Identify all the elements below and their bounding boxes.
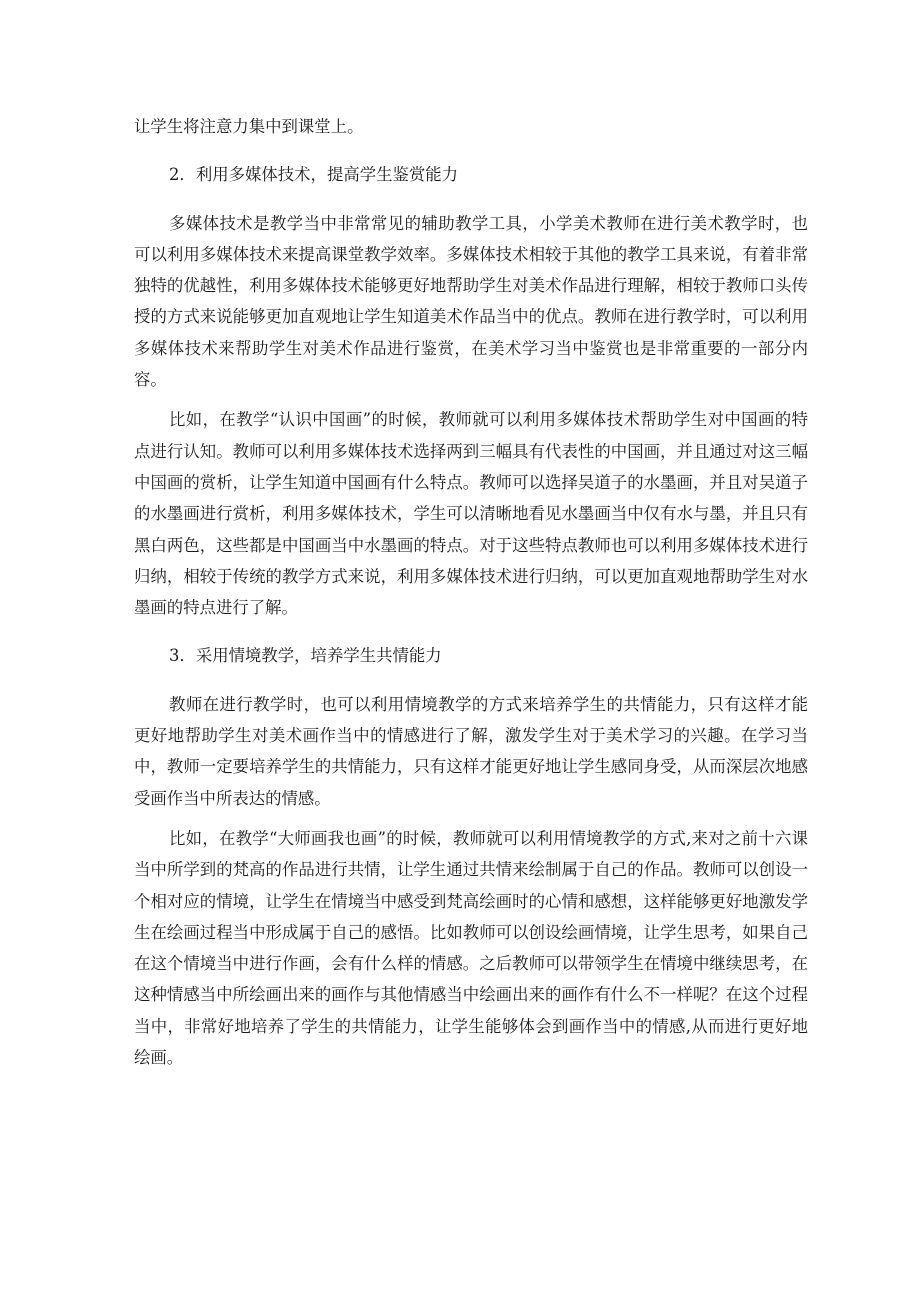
paragraph-situation-2: 比如，在教学“大师画我也画”的时候，教师就可以利用情境教学的方式,来对之前十六课当中所学到的梵高的作品进行共情，让学生通过共情来绘制属于自己的作品。教师可以创设一个相对应的情境，让学生在情境当中感受到梵高绘画时的心情和感想，这样能够更好地激发学生在绘画过程当中形成属于自己的感悟。比如教师可以创设绘画情境，让学生思考，如果自己在这个情境当中进行作画，会有什么样的情感。之后教师可以带领学生在情境中继续思考，在这种情感当中所绘画出来的画作与其他情感当中绘画出来的画作有什么不一样呢？在这个过程当中，非常好地培养了学生的共情能力，让学生能够体会到画作当中的情感,从而进行更好地绘画。	[134, 828, 808, 1068]
paragraph-intro-tail: 让学生将注意力集中到课堂上。	[134, 117, 364, 136]
paragraph-multimedia-1: 多媒体技术是教学当中非常常见的辅助教学工具，小学美术教师在进行美术教学时，也可以利用多媒体技术来提高课堂教学效率。多媒体技术相较于其他的教学工具来说，有着非常独特的优越性，利用多媒体技术能够更好地帮助学生对美术作品进行理解，相较于教师口头传授的方式来说能够更加直观地让学生知道美术作品当中的优点。教师在进行教学时，可以利用多媒体技术来帮助学生对美术作品进行鉴赏，在美术学习当中鉴赏也是非常重要的一部分内容。	[134, 213, 808, 390]
section-heading-3: 3．采用情境教学，培养学生共情能力	[169, 646, 442, 666]
section-heading-2: 2．利用多媒体技术，提高学生鉴赏能力	[169, 165, 459, 185]
document-page	[134, 111, 808, 1073]
paragraph-situation-1: 教师在进行教学时，也可以利用情境教学的方式来培养学生的共情能力，只有这样才能更好地帮助学生对美术画作当中的情感进行了解，激发学生对于美术学习的兴趣。在学习当中，教师一定要培养学生的共情能力，只有这样才能更好地让学生感同身受，从而深层次地感受画作当中所表达的情感。	[134, 694, 808, 808]
paragraph-multimedia-2: 比如，在教学“认识中国画”的时候，教师就可以利用多媒体技术帮助学生对中国画的特点进行认知。教师可以利用多媒体技术选择两到三幅具有代表性的中国画，并且通过对这三幅中国画的赏析，让学生知道中国画有什么特点。教师可以选择吴道子的水墨画，并且对吴道子的水墨画进行赏析，利用多媒体技术，学生可以清晰地看见水墨画当中仅有水与墨，并且只有黑白两色，这些都是中国画当中水墨画的特点。对于这些特点教师也可以利用多媒体技术进行归纳，相较于传统的教学方式来说，利用多媒体技术进行归纳，可以更加直观地帮助学生对水墨画的特点进行了解。	[134, 410, 808, 618]
